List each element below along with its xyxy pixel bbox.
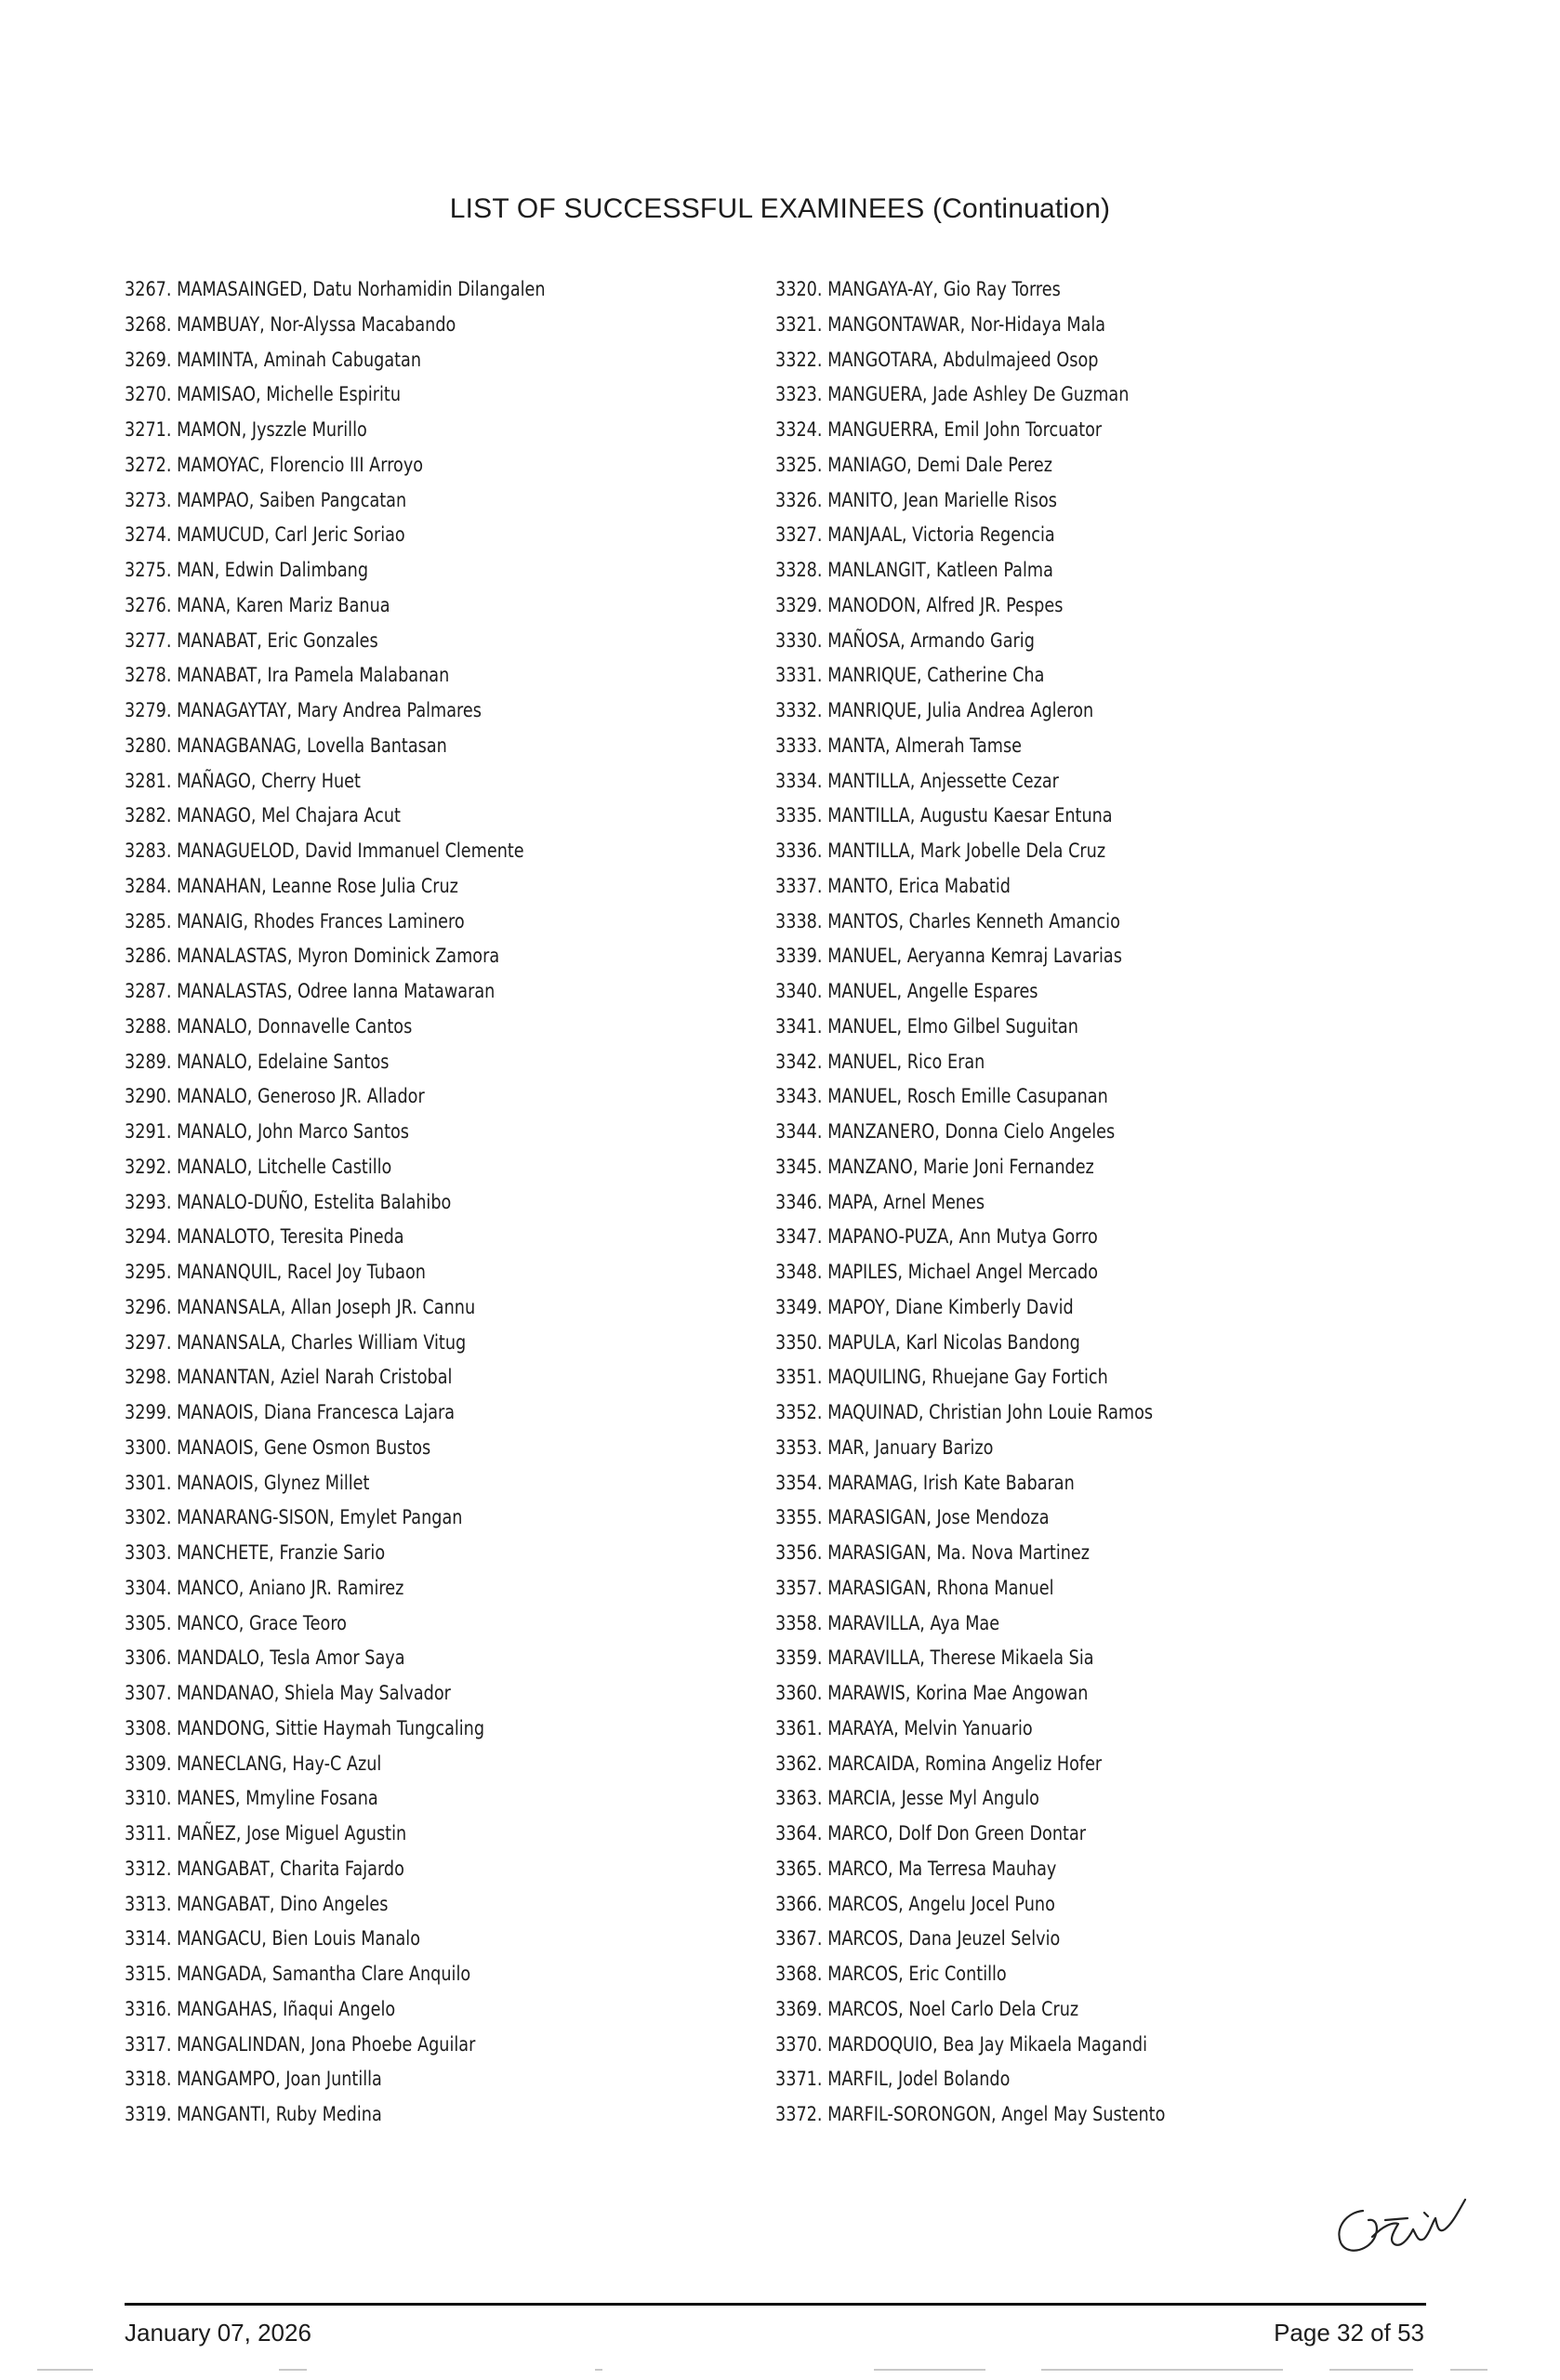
examinee-entry: 3315. MANGADA, Samantha Clare Anquilo bbox=[125, 1963, 471, 1985]
examinee-entry: 3331. MANRIQUE, Catherine Cha bbox=[775, 664, 1045, 687]
examinee-entry: 3320. MANGAYA-AY, Gio Ray Torres bbox=[775, 278, 1061, 300]
examinee-entry: 3297. MANANSALA, Charles William Vitug bbox=[125, 1330, 467, 1354]
examinee-entry: 3358. MARAVILLA, Aya Mae bbox=[775, 1611, 1000, 1634]
examinee-entry: 3328. MANLANGIT, Katleen Palma bbox=[775, 559, 1053, 581]
examinee-entry: 3313. MANGABAT, Dino Angeles bbox=[125, 1892, 389, 1915]
signature-icon bbox=[1328, 2166, 1486, 2268]
examinee-entry: 3269. MAMINTA, Aminah Cabugatan bbox=[125, 348, 422, 371]
examinee-entry: 3287. MANALASTAS, Odree Ianna Matawaran bbox=[125, 980, 496, 1002]
examinee-entry: 3316. MANGAHAS, Iñaqui Angelo bbox=[125, 1997, 396, 2020]
examinee-entry: 3349. MAPOY, Diane Kimberly David bbox=[775, 1295, 1074, 1318]
examinee-entry: 3339. MANUEL, Aeryanna Kemraj Lavarias bbox=[775, 945, 1122, 968]
examinee-entry: 3338. MANTOS, Charles Kenneth Amancio bbox=[775, 909, 1120, 932]
examinee-entry: 3285. MANAIG, Rhodes Frances Laminero bbox=[125, 909, 465, 932]
footer-date: January 07, 2026 bbox=[125, 2319, 311, 2347]
examinee-entry: 3343. MANUEL, Rosch Emille Casupanan bbox=[775, 1085, 1108, 1108]
examinee-entry: 3290. MANALO, Generoso JR. Allador bbox=[125, 1085, 425, 1108]
examinee-entry: 3270. MAMISAO, Michelle Espiritu bbox=[125, 383, 402, 406]
examinee-entry: 3369. MARCOS, Noel Carlo Dela Cruz bbox=[775, 1997, 1079, 2020]
examinee-entry: 3283. MANAGUELOD, David Immanuel Clemente bbox=[125, 840, 524, 862]
examinee-entry: 3288. MANALO, Donnavelle Cantos bbox=[125, 1014, 413, 1038]
examinee-entry: 3319. MANGANTI, Ruby Medina bbox=[125, 2103, 382, 2125]
examinee-entry: 3274. MAMUCUD, Carl Jeric Soriao bbox=[125, 523, 405, 547]
examinee-entry: 3324. MANGUERRA, Emil John Torcuator bbox=[775, 418, 1103, 441]
examinee-entry: 3340. MANUEL, Angelle Espares bbox=[775, 980, 1038, 1002]
examinee-entry: 3366. MARCOS, Angelu Jocel Puno bbox=[775, 1892, 1055, 1915]
examinee-entry: 3346. MAPA, Arnel Menes bbox=[775, 1190, 985, 1213]
examinee-entry: 3361. MARAYA, Melvin Yanuario bbox=[775, 1716, 1033, 1739]
examinee-entry: 3332. MANRIQUE, Julia Andrea Agleron bbox=[775, 699, 1094, 721]
examinee-entry: 3352. MAQUINAD, Christian John Louie Ramos bbox=[775, 1401, 1154, 1423]
examinee-entry: 3306. MANDALO, Tesla Amor Saya bbox=[125, 1646, 405, 1670]
examinee-entry: 3354. MARAMAG, Irish Kate Babaran bbox=[775, 1471, 1075, 1494]
examinee-entry: 3322. MANGOTARA, Abdulmajeed Osop bbox=[775, 348, 1099, 371]
examinee-entry: 3307. MANDANAO, Shiela May Salvador bbox=[125, 1682, 451, 1704]
examinee-entry: 3301. MANAOIS, Glynez Millet bbox=[125, 1471, 370, 1494]
examinee-entry: 3357. MARASIGAN, Rhona Manuel bbox=[775, 1576, 1054, 1599]
examinee-entry: 3309. MANECLANG, Hay-C Azul bbox=[125, 1752, 382, 1775]
examinee-entry: 3365. MARCO, Ma Terresa Mauhay bbox=[775, 1857, 1057, 1880]
examinee-entry: 3335. MANTILLA, Augustu Kaesar Entuna bbox=[775, 804, 1113, 827]
examinee-entry: 3289. MANALO, Edelaine Santos bbox=[125, 1050, 390, 1073]
examinee-entry: 3272. MAMOYAC, Florencio III Arroyo bbox=[125, 453, 424, 476]
examinee-entry: 3311. MAÑEZ, Jose Miguel Agustin bbox=[125, 1822, 407, 1844]
examinee-entry: 3327. MANJAAL, Victoria Regencia bbox=[775, 523, 1055, 547]
examinee-entry: 3308. MANDONG, Sittie Haymah Tungcaling bbox=[125, 1716, 485, 1739]
examinee-entry: 3362. MARCAIDA, Romina Angeliz Hofer bbox=[775, 1752, 1103, 1775]
examinee-entry: 3280. MANAGBANAG, Lovella Bantasan bbox=[125, 734, 447, 757]
examinee-entry: 3344. MANZANERO, Donna Cielo Angeles bbox=[775, 1120, 1116, 1143]
footer-page-number: Page 32 of 53 bbox=[1274, 2319, 1424, 2347]
examinee-entry: 3271. MAMON, Jyszzle Murillo bbox=[125, 418, 367, 441]
examinee-entry: 3267. MAMASAINGED, Datu Norhamidin Dilangalen bbox=[125, 278, 546, 300]
examinee-entry: 3363. MARCIA, Jesse Myl Angulo bbox=[775, 1787, 1039, 1810]
examinee-entry: 3347. MAPANO-PUZA, Ann Mutya Gorro bbox=[775, 1225, 1098, 1249]
examinee-list-right bbox=[775, 272, 1239, 2133]
examinee-entry: 3329. MANODON, Alfred JR. Pespes bbox=[775, 593, 1064, 616]
page-title: LIST OF SUCCESSFUL EXAMINEES (Continuation) bbox=[449, 193, 1111, 224]
examinee-entry: 3348. MAPILES, Michael Angel Mercado bbox=[775, 1261, 1099, 1283]
examinee-entry: 3294. MANALOTO, Teresita Pineda bbox=[125, 1225, 404, 1249]
examinee-entry: 3273. MAMPAO, Saiben Pangcatan bbox=[125, 488, 407, 511]
examinee-entry: 3292. MANALO, Litchelle Castillo bbox=[125, 1155, 392, 1178]
examinee-list-left bbox=[125, 272, 626, 2133]
examinee-entry: 3305. MANCO, Grace Teoro bbox=[125, 1611, 347, 1634]
examinee-entry: 3295. MANANQUIL, Racel Joy Tubaon bbox=[125, 1261, 426, 1283]
examinee-entry: 3318. MANGAMPO, Joan Juntilla bbox=[125, 2068, 382, 2091]
examinee-entry: 3321. MANGONTAWAR, Nor-Hidaya Mala bbox=[775, 312, 1106, 336]
examinee-entry: 3336. MANTILLA, Mark Jobelle Dela Cruz bbox=[775, 840, 1106, 862]
examinee-entry: 3341. MANUEL, Elmo Gilbel Suguitan bbox=[775, 1014, 1078, 1038]
examinee-entry: 3310. MANES, Mmyline Fosana bbox=[125, 1787, 378, 1810]
examinee-entry: 3317. MANGALINDAN, Jona Phoebe Aguilar bbox=[125, 2032, 476, 2056]
examinee-entry: 3299. MANAOIS, Diana Francesca Lajara bbox=[125, 1401, 456, 1423]
examinee-entry: 3355. MARASIGAN, Jose Mendoza bbox=[775, 1506, 1050, 1529]
examinee-entry: 3342. MANUEL, Rico Eran bbox=[775, 1050, 985, 1073]
examinee-entry: 3368. MARCOS, Eric Contillo bbox=[775, 1963, 1007, 1985]
examinee-entry: 3372. MARFIL-SORONGON, Angel May Sustento bbox=[775, 2103, 1166, 2125]
examinee-entry: 3276. MANA, Karen Mariz Banua bbox=[125, 593, 390, 616]
footer-divider bbox=[125, 2303, 1426, 2306]
examinee-entry: 3296. MANANSALA, Allan Joseph JR. Cannu bbox=[125, 1295, 476, 1318]
examinee-entry: 3356. MARASIGAN, Ma. Nova Martinez bbox=[775, 1541, 1091, 1564]
scan-artifacts bbox=[0, 2360, 1560, 2380]
examinee-entry: 3330. MAÑOSA, Armando Garig bbox=[775, 628, 1035, 652]
examinee-entry: 3281. MAÑAGO, Cherry Huet bbox=[125, 769, 361, 792]
examinee-entry: 3277. MANABAT, Eric Gonzales bbox=[125, 628, 378, 652]
examinee-entry: 3304. MANCO, Aniano JR. Ramirez bbox=[125, 1576, 404, 1599]
examinee-entry: 3353. MAR, January Barizo bbox=[775, 1435, 994, 1459]
examinee-entry: 3312. MANGABAT, Charita Fajardo bbox=[125, 1857, 404, 1880]
examinee-entry: 3286. MANALASTAS, Myron Dominick Zamora bbox=[125, 945, 500, 968]
examinee-entry: 3333. MANTA, Almerah Tamse bbox=[775, 734, 1023, 757]
examinee-entry: 3302. MANARANG-SISON, Emylet Pangan bbox=[125, 1506, 463, 1529]
examinee-entry: 3360. MARAWIS, Korina Mae Angowan bbox=[775, 1682, 1089, 1704]
examinee-entry: 3282. MANAGO, Mel Chajara Acut bbox=[125, 804, 401, 827]
examinee-entry: 3303. MANCHETE, Franzie Sario bbox=[125, 1541, 386, 1564]
examinee-entry: 3279. MANAGAYTAY, Mary Andrea Palmares bbox=[125, 699, 482, 721]
examinee-entry: 3351. MAQUILING, Rhuejane Gay Fortich bbox=[775, 1366, 1108, 1389]
examinee-entry: 3350. MAPULA, Karl Nicolas Bandong bbox=[775, 1330, 1080, 1354]
examinee-entry: 3314. MANGACU, Bien Louis Manalo bbox=[125, 1927, 421, 1950]
examinee-entry: 3298. MANANTAN, Aziel Narah Cristobal bbox=[125, 1366, 453, 1389]
examinee-entry: 3291. MANALO, John Marco Santos bbox=[125, 1120, 409, 1143]
examinee-entry: 3345. MANZANO, Marie Joni Fernandez bbox=[775, 1155, 1094, 1178]
examinee-entry: 3268. MAMBUAY, Nor-Alyssa Macabando bbox=[125, 312, 456, 336]
examinee-entry: 3371. MARFIL, Jodel Bolando bbox=[775, 2068, 1011, 2091]
examinee-entry: 3370. MARDOQUIO, Bea Jay Mikaela Magandi bbox=[775, 2032, 1147, 2056]
examinee-entry: 3300. MANAOIS, Gene Osmon Bustos bbox=[125, 1435, 431, 1459]
examinee-entry: 3323. MANGUERA, Jade Ashley De Guzman bbox=[775, 383, 1130, 406]
examinee-entry: 3326. MANITO, Jean Marielle Risos bbox=[775, 488, 1057, 511]
examinee-entry: 3278. MANABAT, Ira Pamela Malabanan bbox=[125, 664, 450, 687]
examinee-entry: 3275. MAN, Edwin Dalimbang bbox=[125, 559, 369, 581]
examinee-entry: 3293. MANALO-DUÑO, Estelita Balahibo bbox=[125, 1190, 452, 1213]
examinee-entry: 3367. MARCOS, Dana Jeuzel Selvio bbox=[775, 1927, 1061, 1950]
examinee-entry: 3325. MANIAGO, Demi Dale Perez bbox=[775, 453, 1053, 476]
examinee-entry: 3364. MARCO, Dolf Don Green Dontar bbox=[775, 1822, 1087, 1844]
examinee-entry: 3359. MARAVILLA, Therese Mikaela Sia bbox=[775, 1646, 1094, 1670]
examinee-entry: 3284. MANAHAN, Leanne Rose Julia Cruz bbox=[125, 874, 458, 897]
examinee-entry: 3337. MANTO, Erica Mabatid bbox=[775, 874, 1011, 897]
examinee-entry: 3334. MANTILLA, Anjessette Cezar bbox=[775, 769, 1059, 792]
